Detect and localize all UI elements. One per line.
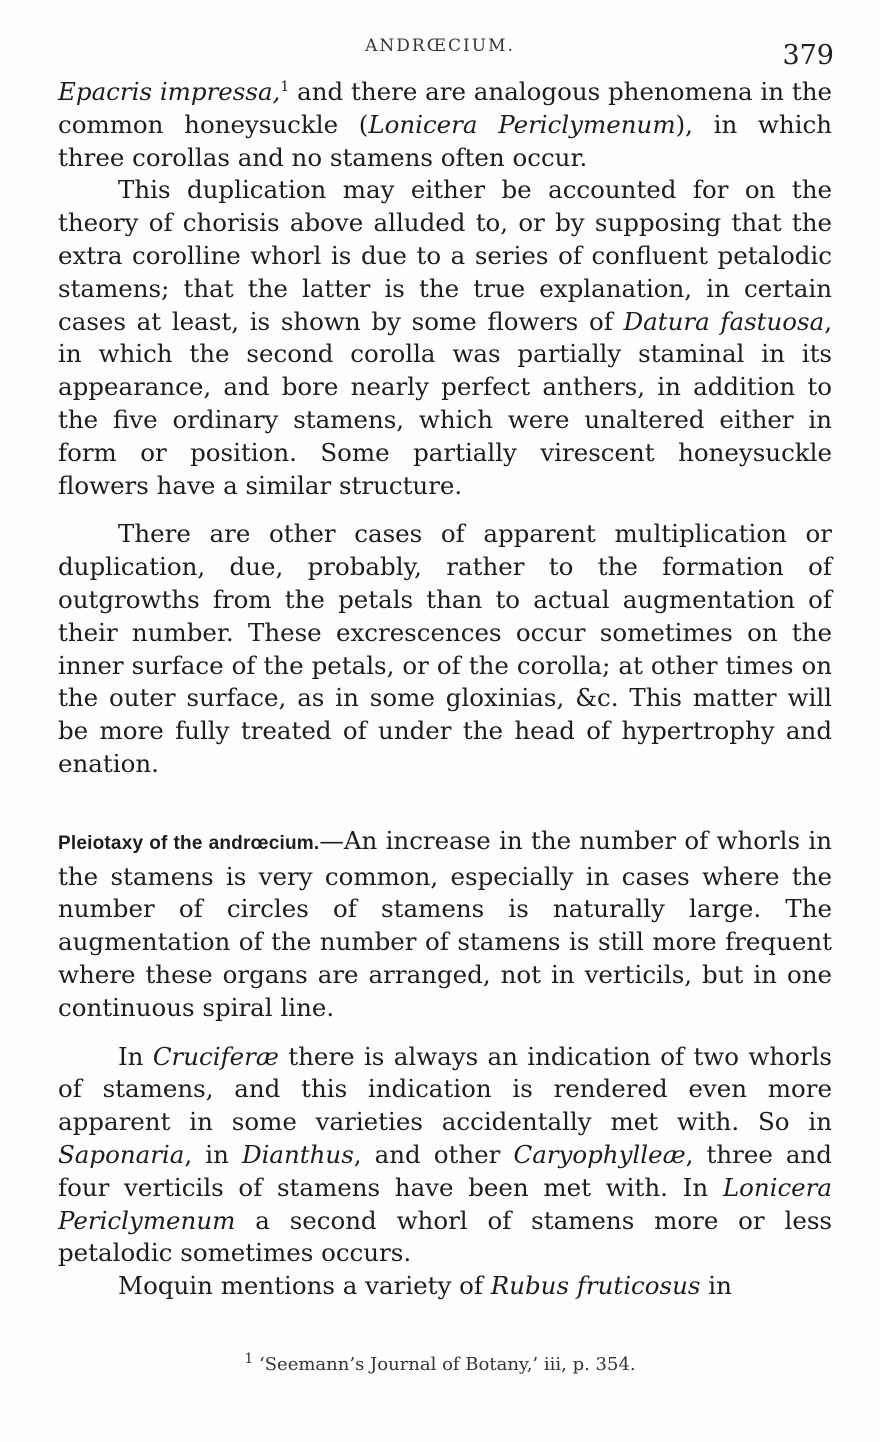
text-run: , in xyxy=(184,1139,242,1169)
text-run: and there are analogous phenomena in the common honeysuckle ( xyxy=(58,77,832,139)
section-heading: Pleiotaxy of the andrœcium. xyxy=(58,832,320,854)
text-run: There are other cases of apparent multiplication or duplication, due, probably, rather to the formation of outgrowths from the petals than to actual augmentation of their number. These excrescences occur sometimes on the inner surface of the petals, or of the corolla; at other times on the outer surface, as in some gloxinias, &c. This matter will be more fully treated of under the head of hypertrophy and enation. xyxy=(58,519,832,778)
body-text xyxy=(58,76,832,1303)
footnote-ref: 1 xyxy=(280,78,290,95)
taxon-name: Lonicera Periclymenum xyxy=(58,1172,832,1235)
taxon-name: Lonicera Periclymenum xyxy=(368,109,676,139)
taxon-name: Epacris impressa, xyxy=(58,77,281,106)
text-run: in xyxy=(700,1271,732,1301)
page-number: 379 xyxy=(782,40,834,71)
running-title: ANDRŒCIUM. xyxy=(365,36,515,56)
text-run: , and other xyxy=(353,1139,514,1169)
paragraph xyxy=(58,76,832,174)
taxon-name: Cruciferæ xyxy=(152,1041,279,1071)
paragraph xyxy=(58,825,832,1025)
text-run: , three and four verticils of stamens have been met with. In xyxy=(58,1139,832,1202)
text-run: In xyxy=(118,1041,153,1071)
taxon-name: Saponaria xyxy=(58,1139,185,1169)
text-run: a second whorl of stamens more or less petalodic sometimes occurs. xyxy=(58,1205,832,1268)
taxon-name: Dianthus xyxy=(241,1139,354,1169)
text-run: Moquin mentions a variety of xyxy=(118,1271,491,1301)
text-run: ), in which three corollas and no stamens often occur. xyxy=(58,109,833,172)
taxon-name: Caryophylleæ xyxy=(513,1139,686,1169)
taxon-name: Datura fastuosa xyxy=(623,306,825,336)
paragraph xyxy=(58,174,832,502)
paragraph xyxy=(58,1041,832,1271)
text-run: there is always an indication of two whorls of stamens, and this indication is rendered even more apparent in some varieties accidentally met with. So in xyxy=(58,1041,832,1137)
footnote-text: ‘Seemann’s Journal of Botany,’ iii, p. 354. xyxy=(253,1354,636,1375)
footnote xyxy=(0,1351,880,1375)
paragraph xyxy=(58,1270,832,1303)
text-run: This duplication may either be accounted for on the theory of chorisis above alluded to, or by supposing that the extra corolline whorl is due to a series of confluent petalodic stamens; that the latter is the true explanation, in certain cases at least, is shown by some flowers of xyxy=(58,175,832,336)
footnote-marker: 1 xyxy=(244,1351,254,1367)
text-run: —An increase in the number of whorls in the stamens is very common, especially in cases where the number of circles of stamens is naturally large. The augmentation of the number of stamens is still more frequent where these organs are arranged, not in verticils, but in one continuous spiral line. xyxy=(58,825,832,1022)
text-run: , in which the second corolla was partially staminal in its appearance, and bore nearly perfect anthers, in addition to the five ordinary stamens, which were unaltered either in form or position. Some partially virescent honeysuckle flowers have a similar structure. xyxy=(58,306,832,500)
taxon-name: Rubus fruticosus xyxy=(490,1271,701,1301)
paragraph xyxy=(58,518,832,780)
